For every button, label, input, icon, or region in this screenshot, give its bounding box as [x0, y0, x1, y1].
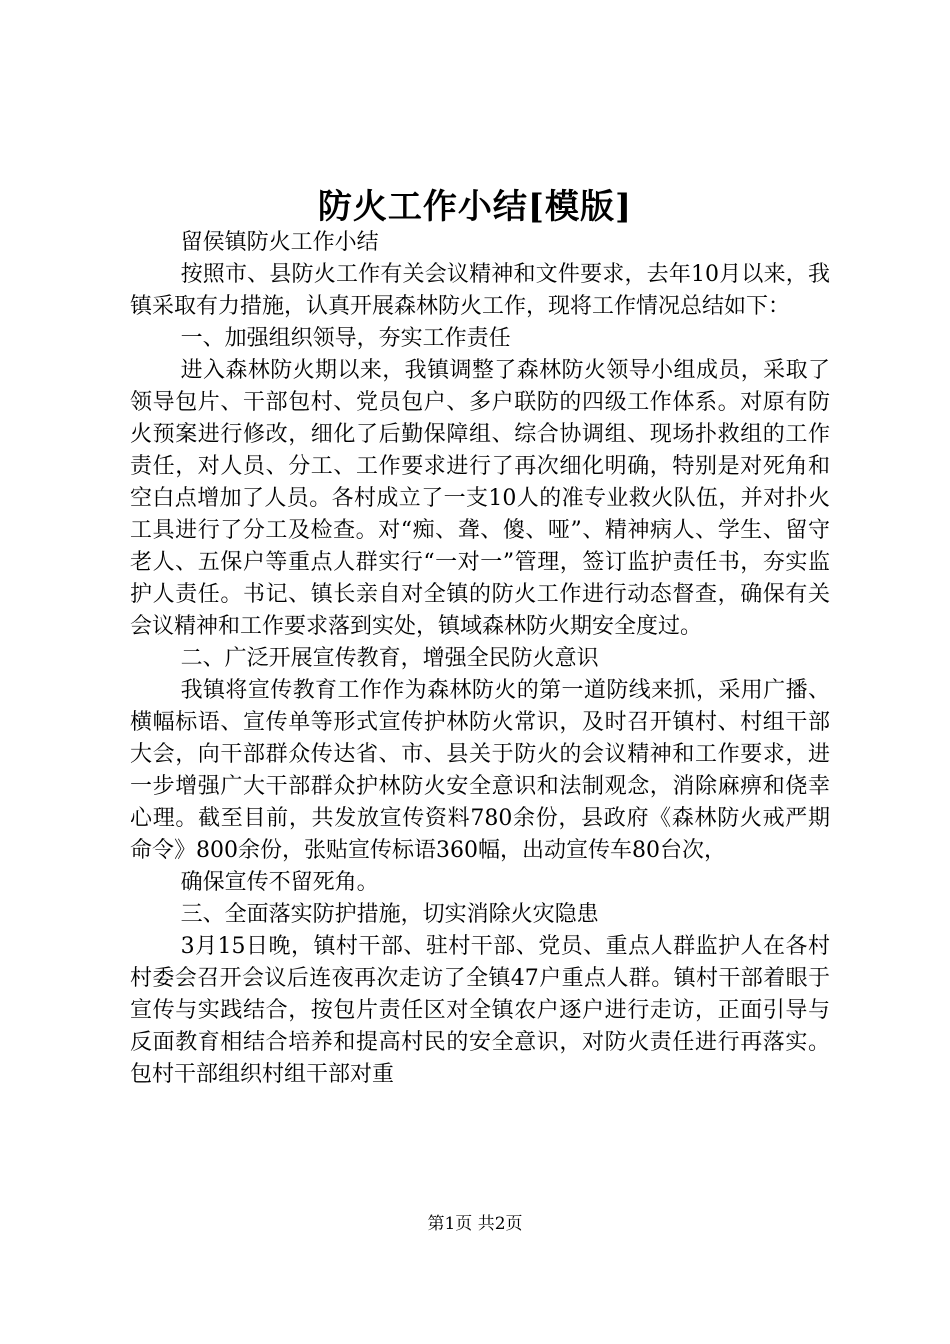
paragraph-section-2: 我镇将宣传教育工作作为森林防火的第一道防线来抓，采用广播、横幅标语、宣传单等形式宣传护林防火常识，及时召开镇村、村组干部大会，向干部群众传达省、市、县关于防火的会议精神和工作要求，进一步增强广大干部群众护林防火安全意识和法制观念，消除麻痹和侥幸心理。截至目前，共发放宣传资料780余份，县政府《森林防火戒严期命令》800余份，张贴宣传标语360幅，出动宣传车80台次， — [130, 678, 830, 863]
document-title: 防火工作小结[模版] — [317, 187, 633, 227]
paragraph-intro: 按照市、县防火工作有关会议精神和文件要求，去年10月以来，我镇采取有力措施，认真开展森林防火工作，现将工作情况总结如下： — [130, 262, 830, 319]
paragraph-subtitle: 留侯镇防火工作小结 — [180, 230, 379, 255]
section-heading-3: 三、全面落实防护措施，切实消除火灾隐患 — [180, 902, 599, 927]
paragraph-section-2-end: 确保宣传不留死角。 — [180, 870, 379, 895]
section-heading-1: 一、加强组织领导，夯实工作责任 — [180, 326, 511, 351]
paragraph-section-1: 进入森林防火期以来，我镇调整了森林防火领导小组成员，采取了领导包片、干部包村、党员包户、多户联防的四级工作体系。对原有防火预案进行修改，细化了后勤保障组、综合协调组、现场扑救组的工作责任，对人员、分工、工作要求进行了再次细化明确，特别是对死角和空白点增加了人员。各村成立了一支10人的准专业救火队伍，并对扑火工具进行了分工及检查。对“痴、聋、傻、哑”、精神病人、学生、留守老人、五保户等重点人群实行“一对一”管理，签订监护责任书，夯实监护人责任。书记、镇长亲自对全镇的防火工作进行动态督查，确保有关会议精神和工作要求落到实处，镇域森林防火期安全度过。 — [130, 358, 830, 639]
page-footer: 第1页 共2页 — [427, 1214, 523, 1234]
paragraph-section-3: 3月15日晚，镇村干部、驻村干部、党员、重点人群监护人在各村村委会召开会议后连夜再次走访了全镇47户重点人群。镇村干部着眼于宣传与实践结合，按包片责任区对全镇农户逐户进行走访，正面引导与反面教育相结合培养和提高村民的安全意识，对防火责任进行再落实。包村干部组织村组干部对重 — [130, 934, 830, 1087]
document-body — [130, 227, 830, 1091]
section-heading-2: 二、广泛开展宣传教育，增强全民防火意识 — [180, 646, 599, 671]
